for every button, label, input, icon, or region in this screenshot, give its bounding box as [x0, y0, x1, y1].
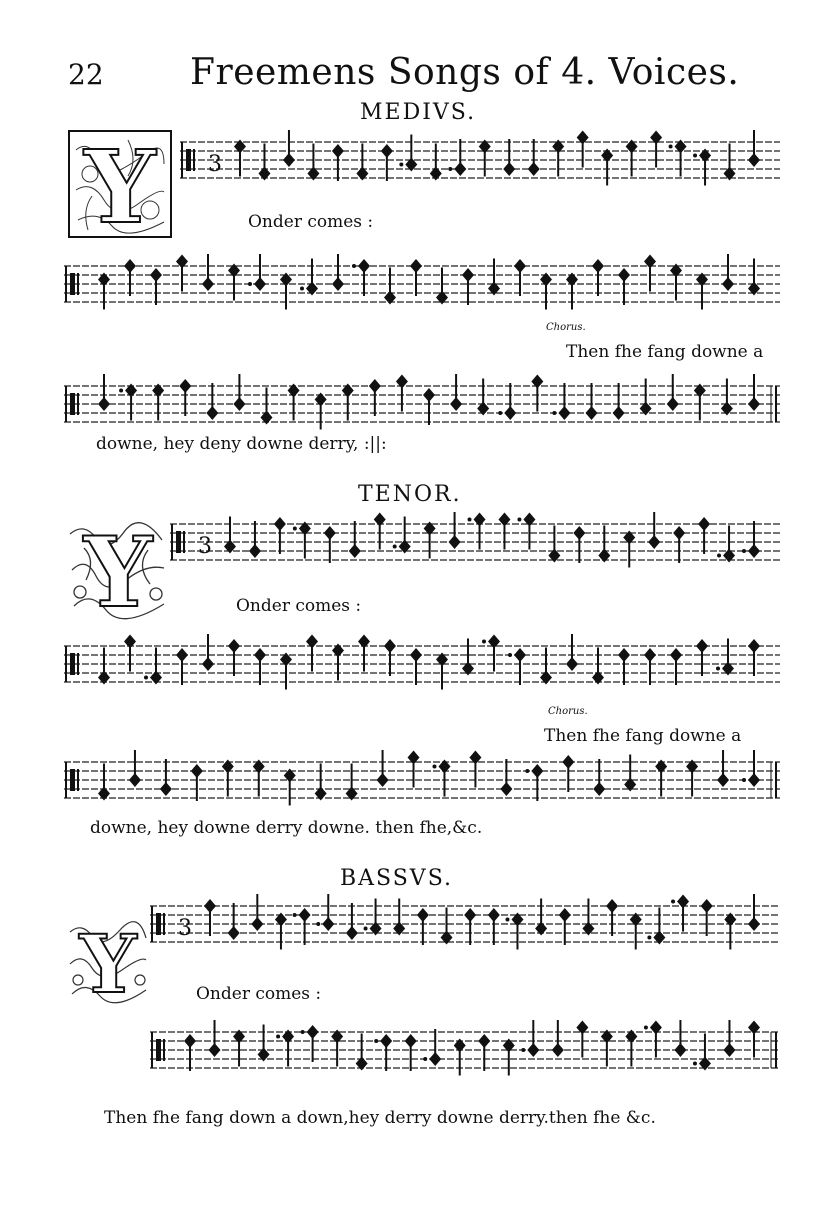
note-head [258, 1025, 270, 1062]
note-head [462, 268, 474, 305]
note-head [209, 1020, 221, 1057]
note-head [670, 648, 682, 685]
note-head [488, 259, 500, 296]
note-head [722, 254, 734, 291]
note-head [331, 1030, 343, 1067]
note-head [626, 140, 638, 177]
note-head [644, 1021, 662, 1058]
note-head [276, 1030, 294, 1067]
note-head [748, 894, 760, 931]
note-head [592, 259, 604, 296]
note-head [432, 760, 450, 797]
note-head [669, 140, 687, 177]
note-head [293, 522, 311, 559]
note-head [449, 512, 461, 549]
bass-clef-icon [156, 1039, 165, 1061]
time-signature: 3 [178, 916, 192, 941]
time-signature: 3 [208, 152, 222, 177]
note-head [124, 259, 136, 296]
note-head [316, 894, 334, 931]
note-head [671, 895, 689, 932]
note-head [150, 268, 162, 305]
note-head [410, 648, 422, 685]
note-head [280, 273, 292, 310]
note-head [160, 759, 172, 796]
note-head [228, 264, 240, 301]
note-head [592, 648, 604, 685]
note-head [721, 379, 733, 416]
note-head [356, 144, 368, 181]
note-head [129, 750, 141, 787]
note-head [374, 513, 386, 550]
note-head [144, 648, 162, 685]
initial-letter: Y [84, 130, 156, 238]
note-head [275, 913, 287, 950]
note-head [233, 374, 245, 411]
note-head [280, 653, 292, 690]
note-head [716, 639, 734, 676]
note-head [748, 374, 760, 411]
note-head [98, 374, 110, 411]
note-head [640, 379, 652, 416]
note-head [441, 908, 453, 945]
note-head [228, 639, 240, 676]
tenor-staff-3 [64, 748, 780, 820]
note-head [300, 259, 318, 296]
medius-lyric-3: downe, hey deny downe derry, :||: [96, 434, 387, 454]
note-head [598, 526, 610, 563]
note-head [673, 526, 685, 563]
note-head [179, 379, 191, 416]
note-head [284, 769, 296, 806]
note-head [224, 517, 236, 554]
note-head [202, 254, 214, 291]
decorated-initial-tenor [66, 520, 170, 620]
note-head [748, 639, 760, 676]
note-head [724, 144, 736, 181]
note-head [482, 635, 500, 672]
note-head [384, 639, 396, 676]
note-head [742, 750, 760, 787]
note-head [423, 1029, 441, 1066]
tenor-lyric-1: Onder comes : [236, 596, 362, 616]
note-head [396, 375, 408, 412]
c-clef-icon [186, 149, 195, 171]
bass-clef-icon [156, 913, 165, 935]
time-signature: 3 [198, 534, 212, 559]
note-head [644, 255, 656, 292]
note-head [430, 144, 442, 181]
note-head [393, 517, 411, 554]
note-head [417, 908, 429, 945]
note-head [478, 1034, 490, 1071]
initial-y-ornament-medius [68, 130, 172, 238]
note-head [233, 1030, 245, 1067]
note-head [535, 899, 547, 936]
note-head [548, 526, 560, 563]
c-clef-icon [176, 531, 185, 553]
note-head [498, 383, 516, 420]
note-head [204, 899, 216, 936]
note-head [436, 653, 448, 690]
note-head [98, 273, 110, 310]
note-head [342, 384, 354, 421]
note-head [593, 759, 605, 796]
medius-chorus-label: Chorus. [546, 322, 586, 333]
note-head [191, 764, 203, 801]
note-head [405, 1034, 417, 1071]
bassus-lyric-2: Then fhe fang down a down,hey derry downe derry.then fhe &c. [104, 1108, 656, 1128]
note-head [399, 135, 417, 172]
note-head [176, 255, 188, 292]
note-head [477, 379, 489, 416]
note-head [436, 268, 448, 305]
bassus-heading: BASSVS. [340, 866, 453, 891]
note-head [202, 634, 214, 671]
note-head [369, 379, 381, 416]
initial-letter: Y [83, 520, 153, 620]
note-head [324, 526, 336, 563]
note-head [468, 513, 486, 550]
note-head [686, 760, 698, 797]
note-head [624, 755, 636, 792]
note-head [552, 1020, 564, 1057]
note-head [464, 908, 476, 945]
note-head [655, 760, 667, 797]
note-head [724, 913, 736, 950]
note-head [498, 513, 510, 550]
note-head [748, 130, 760, 167]
note-head [696, 639, 708, 676]
note-head [124, 635, 136, 672]
note-head [332, 254, 344, 291]
note-head [450, 374, 462, 411]
c-clef-icon [70, 769, 79, 791]
note-head [521, 1020, 539, 1057]
medius-staff-2 [64, 252, 780, 324]
tenor-chorus-label: Chorus. [548, 706, 588, 717]
note-head [301, 1025, 319, 1062]
note-head [517, 513, 535, 550]
note-head [358, 635, 370, 672]
note-head [222, 760, 234, 797]
note-head [601, 149, 613, 186]
bassus-lyric-1: Onder comes : [196, 984, 322, 1004]
medius-lyric-2: Then fhe fang downe a [566, 342, 764, 362]
note-head [566, 634, 578, 671]
note-head [352, 259, 370, 296]
note-head [540, 648, 552, 685]
note-head [625, 1030, 637, 1067]
note-head [648, 512, 660, 549]
note-head [346, 903, 358, 940]
note-head [306, 635, 318, 672]
note-head [283, 130, 295, 167]
note-head [384, 268, 396, 305]
note-head [514, 259, 526, 296]
note-head [701, 899, 713, 936]
note-head [462, 639, 474, 676]
note-head [152, 384, 164, 421]
note-head [332, 144, 344, 181]
note-head [552, 383, 570, 420]
note-head [566, 273, 578, 310]
note-head [228, 903, 240, 940]
note-head [717, 526, 735, 563]
note-head [176, 648, 188, 685]
note-head [249, 521, 261, 558]
note-head [723, 1020, 735, 1057]
note-head [503, 1039, 515, 1076]
note-head [307, 144, 319, 181]
note-head [531, 375, 543, 412]
note-head [586, 383, 598, 420]
note-head [748, 1021, 760, 1058]
note-head [601, 1030, 613, 1067]
tenor-lyric-3: downe, hey downe derry downe. then fhe,&c. [90, 818, 483, 838]
initial-y-ornament-bassus [66, 920, 150, 1004]
bassus-staff-1 [150, 892, 780, 968]
note-head [618, 268, 630, 305]
note-head [630, 913, 642, 950]
c-clef-icon [70, 653, 79, 675]
note-head [315, 764, 327, 801]
initial-y-ornament-tenor [66, 520, 170, 620]
medius-lyric-1: Onder comes : [248, 212, 374, 232]
page-number: 22 [68, 58, 104, 91]
note-head [332, 644, 344, 681]
decorated-initial-medius [68, 130, 172, 238]
note-head [469, 751, 481, 788]
note-head [508, 648, 526, 685]
note-head [448, 139, 466, 176]
note-head [717, 750, 729, 787]
medius-staff-1 [180, 128, 780, 190]
note-head [364, 899, 382, 936]
note-head [525, 764, 543, 801]
note-head [349, 521, 361, 558]
note-head [488, 908, 500, 945]
note-head [253, 760, 265, 797]
note-head [248, 254, 266, 291]
note-head [119, 384, 137, 421]
note-head [576, 1021, 588, 1058]
note-head [377, 750, 389, 787]
note-head [613, 383, 625, 420]
c-clef-icon [70, 393, 79, 415]
note-head [742, 521, 760, 558]
page-title: Freemens Songs of 4. Voices. [190, 52, 740, 93]
note-head [408, 751, 420, 788]
note-head [670, 264, 682, 301]
note-head [258, 144, 270, 181]
note-head [393, 899, 405, 936]
note-head [454, 1039, 466, 1076]
note-head [647, 908, 665, 945]
note-head [315, 393, 327, 430]
note-head [623, 531, 635, 568]
note-head [674, 1020, 686, 1057]
note-head [251, 894, 263, 931]
decorated-initial-bassus [66, 920, 150, 1004]
note-head [410, 259, 422, 296]
note-head [540, 273, 552, 310]
note-head [293, 908, 311, 945]
initial-letter: Y [79, 920, 137, 1004]
note-head [667, 374, 679, 411]
tenor-heading: TENOR. [358, 482, 462, 507]
note-head [505, 913, 523, 950]
note-head [606, 899, 618, 936]
note-head [650, 131, 662, 168]
note-head [582, 899, 594, 936]
note-head [234, 140, 246, 177]
note-head [562, 755, 574, 792]
note-head [552, 140, 564, 177]
note-head [206, 383, 218, 420]
note-head [577, 131, 589, 168]
note-head [503, 139, 515, 176]
note-head [696, 273, 708, 310]
note-head [573, 526, 585, 563]
c-clef-icon [70, 273, 79, 295]
bassus-staff-2 [150, 1018, 780, 1100]
tenor-lyric-2: Then fhe fang downe a [544, 726, 742, 746]
note-head [346, 764, 358, 801]
note-head [479, 140, 491, 177]
note-head [644, 648, 656, 685]
note-head [748, 259, 760, 296]
note-head [261, 388, 273, 425]
note-head [274, 517, 286, 554]
note-head [423, 388, 435, 425]
note-head [288, 384, 300, 421]
note-head [374, 1034, 392, 1071]
note-head [184, 1034, 196, 1071]
note-head [424, 522, 436, 559]
note-head [693, 149, 711, 186]
note-head [356, 1034, 368, 1071]
note-head [500, 759, 512, 796]
medius-heading: MEDIVS. [360, 100, 477, 125]
note-head [254, 648, 266, 685]
note-head [381, 144, 393, 181]
note-head [694, 384, 706, 421]
note-head [559, 908, 571, 945]
note-head [618, 648, 630, 685]
note-head [698, 517, 710, 554]
tenor-staff-2 [64, 632, 780, 704]
note-head [693, 1034, 711, 1071]
note-head [98, 764, 110, 801]
tenor-staff-1 [170, 508, 780, 582]
note-head [98, 648, 110, 685]
note-head [528, 139, 540, 176]
